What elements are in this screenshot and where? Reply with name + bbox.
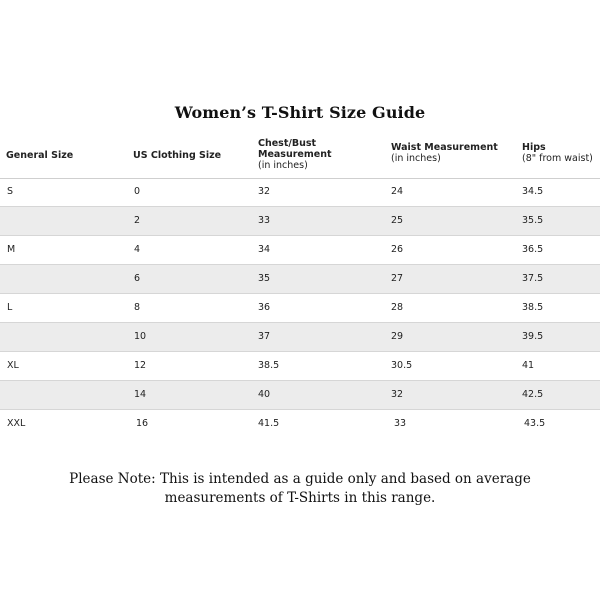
table-row: [0, 236, 600, 265]
header-chest-bust-unit: (in inches): [258, 160, 308, 171]
cell-general-size: XXL: [7, 418, 26, 429]
cell-chest: 33: [258, 215, 271, 226]
footnote-line-1: Please Note: This is intended as a guide only and based on average: [69, 471, 531, 487]
cell-chest: 40: [258, 389, 271, 400]
table-row: [0, 410, 600, 439]
cell-chest: 38.5: [258, 360, 280, 371]
header-chest-bust: [258, 138, 358, 171]
header-hips-unit: (8" from waist): [522, 153, 593, 164]
cell-us-size: 2: [134, 215, 141, 226]
cell-general-size: S: [7, 186, 14, 197]
header-us-clothing-size: [133, 150, 221, 161]
cell-hips: 34.5: [522, 186, 544, 197]
cell-us-size: 12: [134, 360, 147, 371]
cell-chest: 34: [258, 244, 271, 255]
cell-general-size: L: [7, 302, 13, 313]
cell-us-size: 8: [134, 302, 141, 313]
size-table-body: [0, 178, 600, 439]
cell-us-size: 14: [134, 389, 147, 400]
page-title: Women’s T-Shirt Size Guide: [174, 103, 426, 122]
cell-waist: 24: [391, 186, 404, 197]
table-row: [0, 352, 600, 381]
footnote-line-2: measurements of T-Shirts in this range.: [164, 490, 436, 506]
cell-hips: 37.5: [522, 273, 544, 284]
header-general-size: [6, 150, 73, 161]
header-waist-unit: (in inches): [391, 153, 441, 164]
table-row: [0, 207, 600, 236]
cell-general-size: XL: [7, 360, 19, 371]
cell-us-size: 0: [134, 186, 141, 197]
table-row: [0, 178, 600, 207]
cell-chest: 32: [258, 186, 271, 197]
cell-hips: 43.5: [524, 418, 546, 429]
cell-chest: 37: [258, 331, 271, 342]
cell-waist: 33: [394, 418, 407, 429]
cell-waist: 27: [391, 273, 404, 284]
cell-waist: 32: [391, 389, 404, 400]
cell-hips: 36.5: [522, 244, 544, 255]
cell-hips: 35.5: [522, 215, 544, 226]
header-waist: [391, 142, 498, 164]
table-row: [0, 294, 600, 323]
cell-waist: 29: [391, 331, 404, 342]
cell-us-size: 4: [134, 244, 141, 255]
cell-waist: 28: [391, 302, 404, 313]
cell-hips: 39.5: [522, 331, 544, 342]
header-hips: [522, 142, 593, 164]
header-general-size-label: General Size: [6, 150, 74, 161]
header-hips-label: Hips: [522, 142, 546, 153]
table-header: [0, 138, 600, 179]
cell-chest: 35: [258, 273, 271, 284]
cell-general-size: M: [7, 244, 16, 255]
cell-hips: 38.5: [522, 302, 544, 313]
cell-chest: 36: [258, 302, 271, 313]
cell-us-size: 6: [134, 273, 141, 284]
footnote: [0, 470, 600, 508]
table-row: [0, 381, 600, 410]
cell-hips: 41: [522, 360, 535, 371]
header-us-clothing-size-label: US Clothing Size: [133, 150, 222, 161]
cell-chest: 41.5: [258, 418, 280, 429]
table-row: [0, 323, 600, 352]
cell-us-size: 16: [136, 418, 149, 429]
header-chest-bust-label: Chest/Bust Measurement: [258, 138, 332, 160]
header-waist-label: Waist Measurement: [391, 142, 498, 153]
cell-waist: 26: [391, 244, 404, 255]
table-row: [0, 265, 600, 294]
cell-hips: 42.5: [522, 389, 544, 400]
cell-waist: 25: [391, 215, 404, 226]
cell-us-size: 10: [134, 331, 147, 342]
cell-waist: 30.5: [391, 360, 413, 371]
